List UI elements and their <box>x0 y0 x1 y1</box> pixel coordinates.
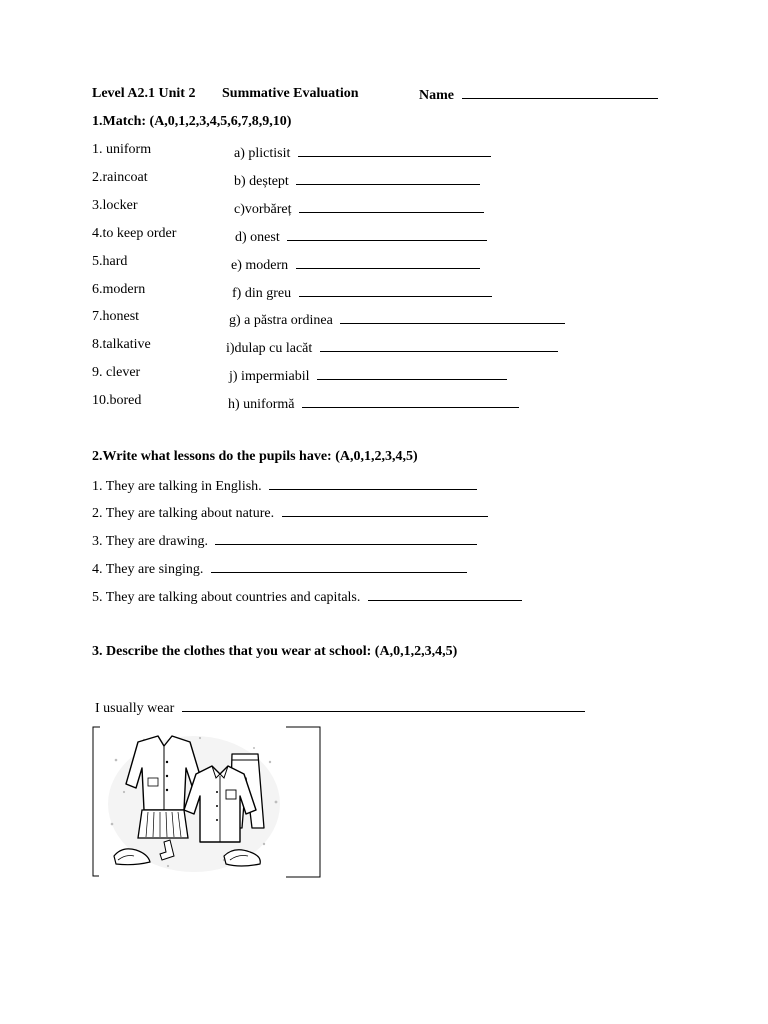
match-right-4 <box>235 228 487 246</box>
school-clothes-icon <box>104 732 284 874</box>
lesson-item-1 <box>92 477 477 495</box>
match-answer-1[interactable] <box>298 144 491 157</box>
match-answer-8[interactable] <box>320 339 558 352</box>
lesson-answer-5[interactable] <box>368 588 522 601</box>
match-right-3 <box>234 200 484 218</box>
describe-line <box>95 699 585 717</box>
match-right-6-text: f) din greu <box>232 286 292 301</box>
name-label-text: Name <box>419 88 454 103</box>
level-title: Level A2.1 Unit 2 <box>92 86 196 101</box>
lesson-item-1-text: 1. They are talking in English. <box>92 479 262 494</box>
match-left-7: 7.honest <box>92 309 140 324</box>
lesson-answer-2[interactable] <box>282 504 488 517</box>
lesson-item-2-text: 2. They are talking about nature. <box>92 506 275 521</box>
describe-answer[interactable] <box>182 699 585 712</box>
match-left-6: 6.modern <box>92 282 146 297</box>
match-left-8: 8.talkative <box>92 337 151 352</box>
match-answer-7[interactable] <box>340 311 565 324</box>
match-left-1: 1. uniform <box>92 142 152 157</box>
match-left-2: 2.raincoat <box>92 170 148 185</box>
match-answer-5[interactable] <box>296 256 480 269</box>
match-right-10-text: h) uniformă <box>228 397 295 412</box>
lesson-answer-3[interactable] <box>215 532 477 545</box>
name-field[interactable] <box>462 86 658 99</box>
lesson-item-5-text: 5. They are talking about countries and capitals. <box>92 590 361 605</box>
match-answer-6[interactable] <box>299 284 492 297</box>
lesson-answer-1[interactable] <box>269 477 477 490</box>
section3-title: 3. Describe the clothes that you wear at school: (A,0,1,2,3,4,5) <box>92 644 458 659</box>
lesson-answer-4[interactable] <box>211 560 467 573</box>
match-right-3-text: c)vorbăreț <box>234 202 292 217</box>
match-left-10: 10.bored <box>92 393 142 408</box>
match-answer-9[interactable] <box>317 367 507 380</box>
match-right-2-text: b) deștept <box>234 174 289 189</box>
section1-title: 1.Match: (A,0,1,2,3,4,5,6,7,8,9,10) <box>92 114 292 129</box>
match-right-10 <box>228 395 519 413</box>
match-answer-2[interactable] <box>296 172 480 185</box>
evaluation-title: Summative Evaluation <box>222 86 359 101</box>
match-answer-3[interactable] <box>299 200 484 213</box>
lesson-item-4 <box>92 560 467 578</box>
match-right-7-text: g) a păstra ordinea <box>229 313 333 328</box>
match-left-4: 4.to keep order <box>92 226 177 241</box>
lesson-item-4-text: 4. They are singing. <box>92 562 204 577</box>
lesson-item-3 <box>92 532 477 550</box>
match-right-9 <box>229 367 507 385</box>
match-left-9: 9. clever <box>92 365 141 380</box>
match-right-1 <box>234 144 491 162</box>
match-right-2 <box>234 172 480 190</box>
match-right-6 <box>232 284 492 302</box>
match-right-1-text: a) plictisit <box>234 146 291 161</box>
lesson-item-3-text: 3. They are drawing. <box>92 534 208 549</box>
match-left-5: 5.hard <box>92 254 128 269</box>
match-left-3: 3.locker <box>92 198 138 213</box>
match-right-8 <box>226 339 558 357</box>
lesson-item-2 <box>92 504 488 522</box>
match-answer-10[interactable] <box>302 395 519 408</box>
match-right-5-text: e) modern <box>231 258 289 273</box>
lesson-item-5 <box>92 588 522 606</box>
match-right-9-text: j) impermiabil <box>229 369 310 384</box>
match-right-5 <box>231 256 480 274</box>
match-right-7 <box>229 311 565 329</box>
match-answer-4[interactable] <box>287 228 487 241</box>
match-right-4-text: d) onest <box>235 230 280 245</box>
match-right-8-text: i)dulap cu lacăt <box>226 341 313 356</box>
describe-prompt: I usually wear <box>95 701 175 716</box>
section2-title: 2.Write what lessons do the pupils have: (A,0,1,2,3,4,5) <box>92 449 418 464</box>
name-label <box>419 86 658 104</box>
